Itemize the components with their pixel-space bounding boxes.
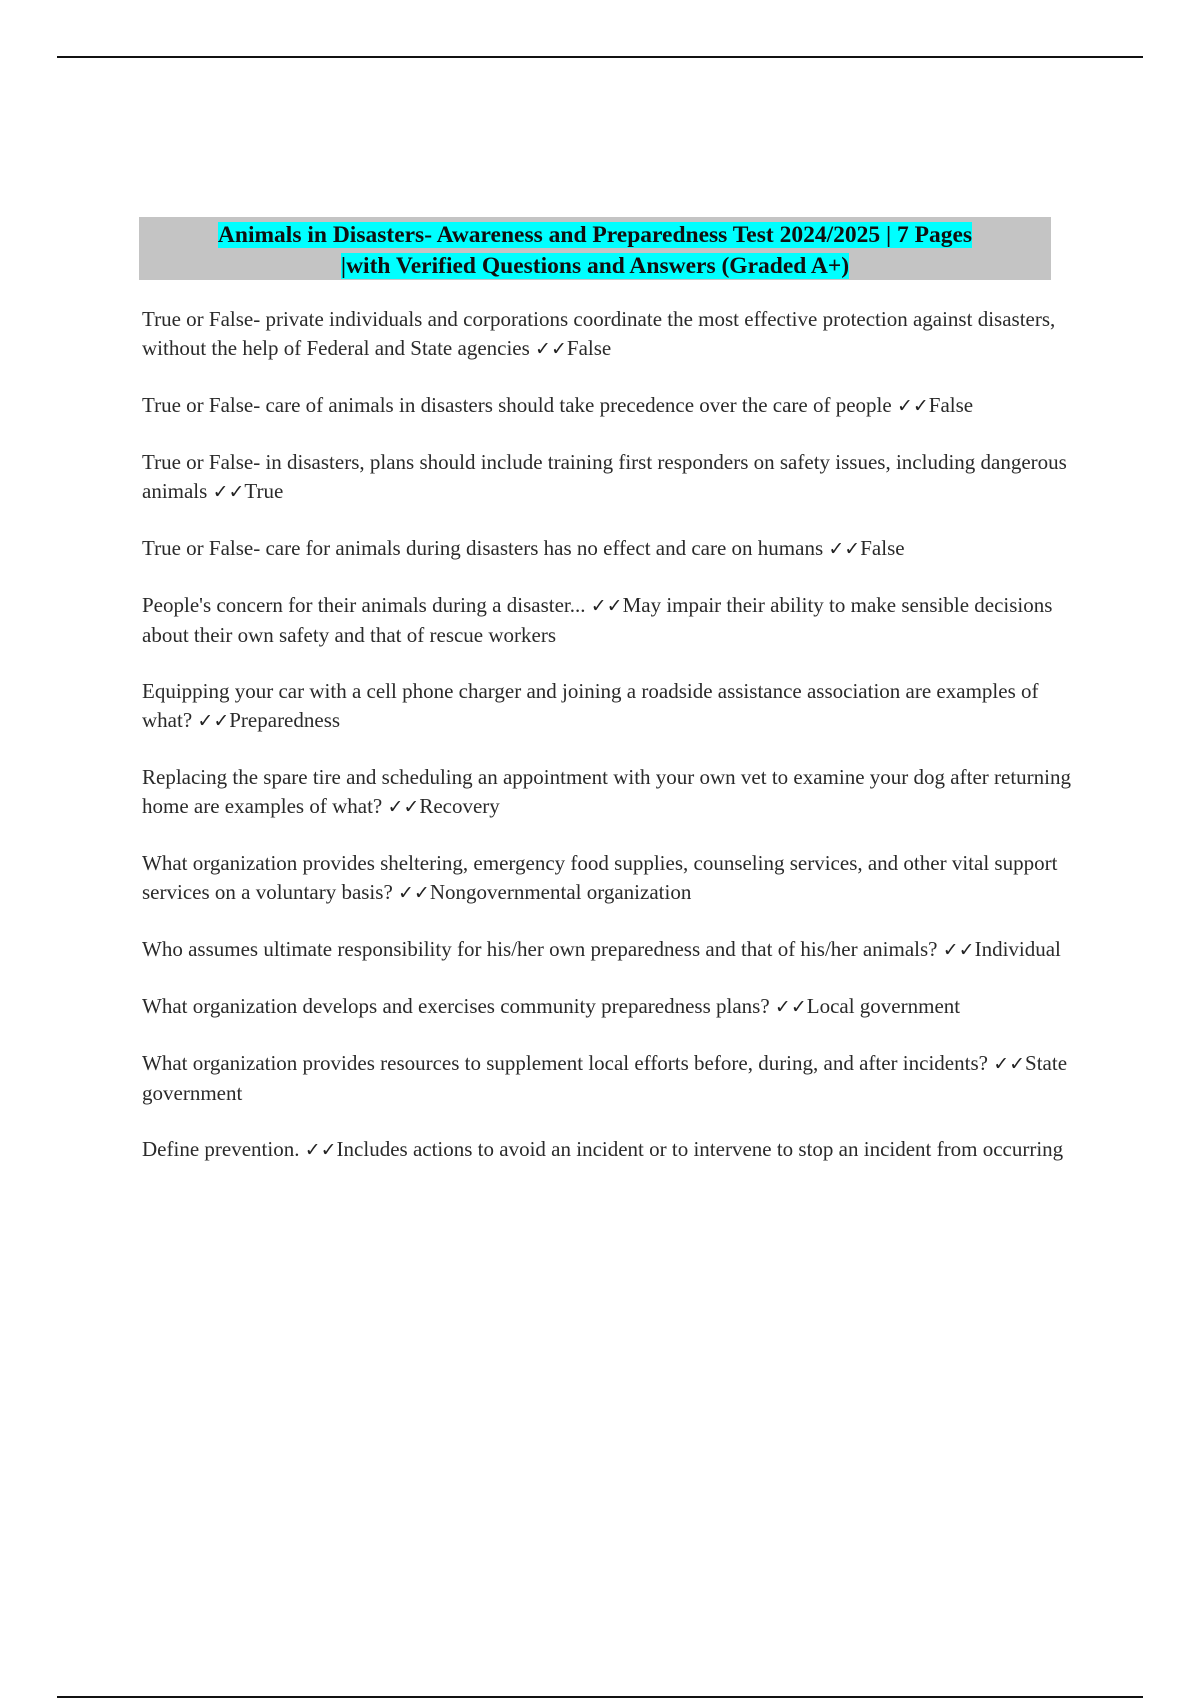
document-title-line-2: |with Verified Questions and Answers (Graded A+) [340, 253, 850, 279]
qa-item [142, 305, 1072, 364]
qa-question: True or False- care for animals during disasters has no effect and care on humans [142, 536, 829, 560]
qa-question: True or False- in disasters, plans should include training first responders on safety issues, including dangerous animals [142, 450, 1067, 503]
qa-answer: Local government [806, 994, 961, 1018]
qa-answer: Nongovernmental organization [429, 880, 692, 904]
document-title-line-1: Animals in Disasters- Awareness and Preparedness Test 2024/2025 | 7 Pages [217, 222, 973, 248]
double-check-icon: ✓✓ [304, 1139, 337, 1161]
qa-item [142, 677, 1072, 736]
qa-item [142, 1049, 1072, 1108]
double-check-icon: ✓✓ [197, 710, 230, 732]
double-check-icon: ✓✓ [942, 939, 975, 961]
qa-item [142, 849, 1072, 908]
qa-question: Who assumes ultimate responsibility for his/her own preparedness and that of his/her animals? [142, 937, 943, 961]
qa-answer: True [244, 479, 284, 503]
qa-answer: May impair their ability to make sensible decisions about their own safety and that of rescue workers [142, 593, 1053, 647]
double-check-icon: ✓✓ [535, 338, 567, 360]
double-check-icon: ✓✓ [212, 481, 245, 503]
qa-item [142, 391, 1072, 421]
qa-question: True or False- private individuals and corporations coordinate the most effective protection against disasters, without the help of Federal and State agencies [142, 307, 1056, 360]
qa-item [142, 992, 1072, 1022]
document-title [139, 220, 1051, 282]
double-check-icon: ✓✓ [398, 882, 430, 904]
qa-item [142, 591, 1072, 650]
qa-answer: False [928, 393, 974, 417]
page-bottom-rule [57, 1696, 1143, 1698]
qa-question: What organization provides sheltering, emergency food supplies, counseling services, and other vital support services on a voluntary basis? [142, 851, 1058, 904]
qa-list [142, 305, 1072, 1192]
qa-answer: Preparedness [229, 708, 341, 732]
qa-question: People's concern for their animals during a disaster... [142, 593, 591, 617]
qa-question: What organization develops and exercises community preparedness plans? [142, 994, 775, 1018]
double-check-icon: ✓✓ [828, 538, 861, 560]
double-check-icon: ✓✓ [993, 1053, 1026, 1075]
qa-question: What organization provides resources to supplement local efforts before, during, and after incidents? [142, 1051, 994, 1075]
qa-question: True or False- care of animals in disasters should take precedence over the care of people [142, 393, 897, 417]
double-check-icon: ✓✓ [774, 996, 807, 1018]
double-check-icon: ✓✓ [896, 395, 929, 417]
qa-answer: Recovery [419, 794, 500, 818]
qa-item [142, 448, 1072, 507]
qa-answer: False [860, 536, 905, 560]
page-top-rule [57, 56, 1143, 58]
qa-answer: State government [142, 1051, 1068, 1105]
qa-answer: Individual [974, 937, 1061, 961]
double-check-icon: ✓✓ [387, 796, 420, 818]
qa-question: Equipping your car with a cell phone charger and joining a roadside assistance association are examples of what? [142, 679, 1039, 732]
qa-answer: False [566, 336, 612, 360]
qa-question: Replacing the spare tire and scheduling an appointment with your own vet to examine your dog after returning home are examples of what? [142, 765, 1071, 818]
qa-item [142, 763, 1072, 822]
qa-answer: Includes actions to avoid an incident or to intervene to stop an incident from occurring [336, 1137, 1064, 1161]
qa-item [142, 534, 1072, 564]
qa-item [142, 1135, 1072, 1165]
qa-question: Define prevention. [142, 1137, 305, 1161]
qa-item [142, 935, 1072, 965]
double-check-icon: ✓✓ [590, 595, 623, 617]
